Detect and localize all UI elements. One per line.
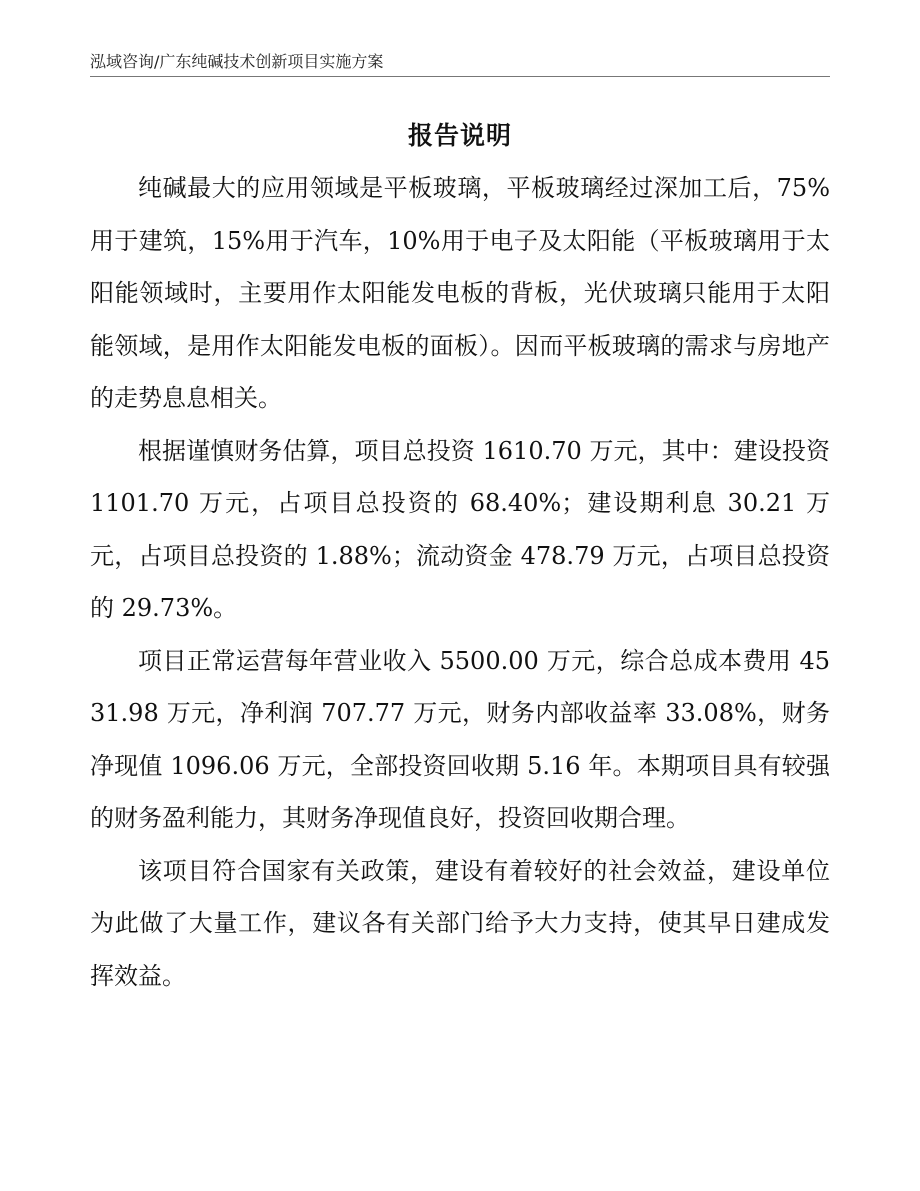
header-divider	[90, 76, 830, 77]
paragraph-conclusion: 该项目符合国家有关政策，建设有着较好的社会效益，建设单位为此做了大量工作，建议各有关部门给予大力支持，使其早日建成发挥效益。	[90, 856, 830, 990]
page-title: 报告说明	[407, 121, 512, 150]
paragraph-application: 纯碱最大的应用领域是平板玻璃，平板玻璃经过深加工后，75%用于建筑，15%用于汽车，10%用于电子及太阳能（平板玻璃用于太阳能领域时，主要用作太阳能发电板的背板，光伏玻璃只能用于太阳能领域，是用作太阳能发电板的面板）。因而平板玻璃的需求与房地产的走势息息相关。	[90, 174, 830, 412]
paragraph-investment: 根据谨慎财务估算，项目总投资 1610.70 万元，其中：建设投资 1101.70 万元，占项目总投资的 68.40%；建设期利息 30.21 万元，占项目总投资的 1.88%；流动资金 478.79 万元，占项目总投资的 29.73%。	[90, 436, 830, 622]
document-body	[90, 162, 830, 1002]
running-header: 泓域咨询/广东纯碱技术创新项目实施方案	[90, 52, 384, 71]
paragraph-financials: 项目正常运营每年营业收入 5500.00 万元，综合总成本费用 4531.98 万元，净利润 707.77 万元，财务内部收益率 33.08%，财务净现值 1096.06 万元，全部投资回收期 5.16 年。本期项目具有较强的财务盈利能力，其财务净现值良好，投资回收期合理。	[90, 646, 830, 832]
